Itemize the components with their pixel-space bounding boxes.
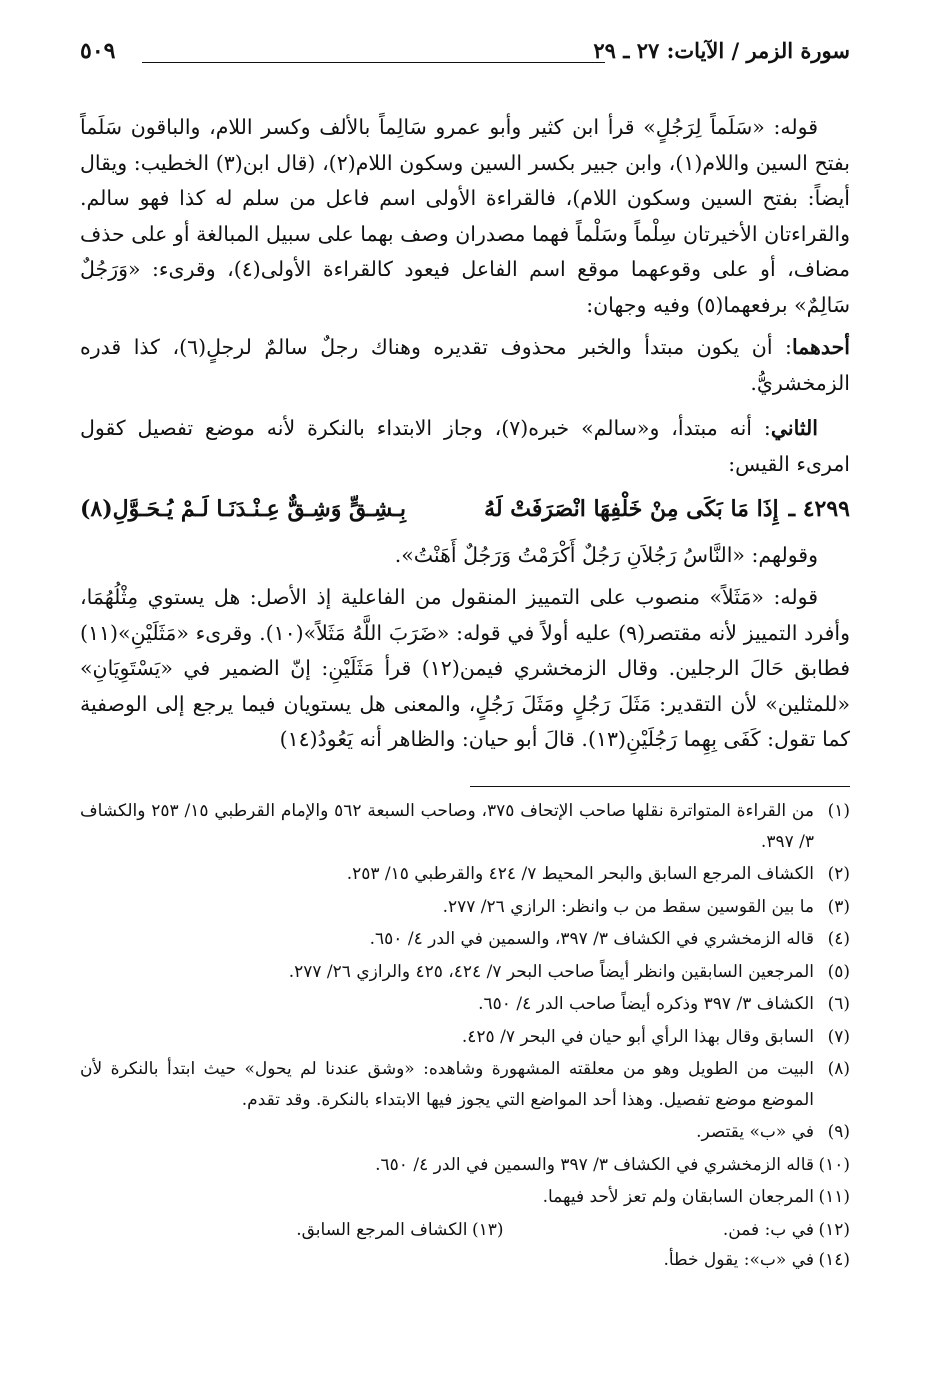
footnote-number: (٣) (827, 896, 850, 917)
footnote-text: قاله الزمخشري في الكشاف ٣/ ٣٩٧، والسمين في الدر ٤/ ٦٥٠. (369, 929, 814, 949)
paragraph-saying: وقولهم: «النَّاسُ رَجُلاَنِ رَجُلٌ أَكْرَمْتُ وَرَجُلٌ أَهَنْتُ». (394, 542, 818, 567)
footnote-number: (٧) (827, 1026, 850, 1047)
footnote-number: (٤) (827, 929, 850, 949)
second-view-label: الثاني (770, 416, 818, 440)
second-view-text: : أنه مبتدأ، و«سالم» خبره(٧)، وجاز الابتداء بالنكرة لأنه موضع تفصيل كقول امرىء القيس: (80, 416, 850, 476)
footnote-text: الكشاف المرجع السابق. (296, 1219, 468, 1240)
footnotes (80, 796, 850, 1278)
footnote-text: ما بين القوسين سقط من ب وانظر: الرازي ٢٦/ ٢٧٧. (442, 896, 814, 917)
footnote (80, 1022, 850, 1053)
first-view-text: : أن يكون مبتدأ والخبر محذوف تقديره وهناك رجلٌ سالمٌ لرجلٍ(٦)، كذا قدره الزمخشريُّ. (80, 335, 850, 395)
page-number: ٥٠٩ (80, 38, 116, 64)
footnote-text: في «ب» يقتصر. (696, 1122, 814, 1142)
footnote (80, 1182, 850, 1213)
footnote (80, 1117, 850, 1148)
paragraph-second-view (80, 411, 850, 482)
paragraph-mathalan: قوله: «مَثَلاً» منصوب على التمييز المنقول من الفاعلية إذ الأصل: هل يستوي مِثْلُهُمَا، وأفرد التمييز لأنه مقتصر(٩) عليه أولاً في قوله: «ضَرَبَ اللَّهُ مَثَلاً»(١٠). وقرىء «مَثَلَيْنِ»(١١) فطابق حَالَ الرجلين. وقال الزمخشري فيمن(١٢) قرأ مَثَلَيْنِ: إنّ الضمير في «يَسْتَوِيَانِ» «للمثلين» لأن التقدير: مَثَلَ رَجُلٍ ومَثَلَ رَجُلٍ، والمعنى هل يستويان فيما يرجع إلى الوصفية كما تقول: كَفَى بِهِما رَجُلَيْنِ(١٣). قالَ أبو حيان: والظاهر أنه يَعُودُ(١٤) (80, 585, 850, 751)
footnote-number: (١٢) (818, 1219, 850, 1240)
footnote-text: السابق وقال بهذا الرأي أبو حيان في البحر ٧/ ٤٢٥. (461, 1026, 814, 1047)
footnote (80, 796, 850, 857)
footnote-number: (١) (827, 801, 850, 821)
footnote-separator (470, 786, 850, 787)
verse-first-hemistich: إِذَا مَا بَكَى مِنْ خَلْفِهَا انْصَرَفَتْ لَهُ (484, 496, 779, 522)
footnote (80, 989, 850, 1020)
footnote (157, 1215, 504, 1246)
footnote-number: (١١) (818, 1187, 850, 1207)
footnote (504, 1215, 851, 1246)
footnote-number: (١٤) (818, 1250, 850, 1270)
footnote-number: (١٣) (471, 1219, 504, 1240)
footnote-text: المرجعان السابقان ولم تعز لأحد فيهما. (542, 1187, 814, 1207)
footnote (80, 859, 850, 890)
verse-second-hemistich: بِـشِـقٍّ وَشِـقٌّ عِـنْـدَنَـا لَـمْ يُـحَـوَّلِ(٨) (80, 496, 406, 522)
footnote-number: (٨) (827, 1059, 850, 1079)
footnote (80, 957, 850, 988)
first-view-label: أحدهما (791, 335, 850, 359)
footnote-text: في «ب»: يقول خطأ. (663, 1250, 814, 1270)
footnote (80, 924, 850, 955)
paragraph-qiraat: قوله: «سَلَماً لِرَجُلٍ» قرأ ابن كثير وأبو عمرو سَالِماً بالألف وكسر اللام، والباقون سَلَماً بفتح السين واللام(١)، وابن جبير بكسر السين وسكون اللام(٢)، (قال ابن(٣) الخطيب: ويقال أيضاً: بفتح السين وسكون اللام)، فالقراءة الأولى اسم فاعل من سلم له كذا فهو سالم. والقراءتان الأخيرتان سِلْماً وسَلْماً فهما مصدران وصف بهما على سبيل المبالغة أو على حذف مضاف، أو على وقوعهما موقع اسم الفاعل فيعود كالقراءة الأولى(٤)، وقرىء: «وَرَجُلٌ سَالِمٌ» برفعهما(٥) وفيه وجهان: (80, 115, 850, 317)
footnote-row (80, 1215, 850, 1246)
footnote-number: (٢) (827, 864, 850, 884)
paragraph-first-view (80, 330, 850, 401)
footnote (80, 1150, 850, 1181)
footnote-text: البيت من الطويل وهو من معلقته المشهورة وشاهده: «وشق عندنا لم يحول» حيث ابتدأ بالنكرة لأن الموضع موضع تفصيل. وهذا أحد المواضع التي يجوز فيها الابتداء بالنكرة. وقد تقدم. (80, 1059, 814, 1110)
main-text (80, 110, 850, 765)
footnote-text: من القراءة المتواترة نقلها صاحب الإتحاف ٣٧٥، وصاحب السبعة ٥٦٢ والإمام القرطبي ١٥/ ٢٥٣ والكشاف ٣/ ٣٩٧. (80, 801, 814, 852)
footnote-number: (٩) (827, 1122, 850, 1142)
footnote-text: المرجعين السابقين وانظر أيضاً صاحب البحر ٧/ ٤٢٤، ٤٢٥ والرازي ٢٦/ ٢٧٧. (288, 961, 814, 982)
footnote-text: الكشاف ٣/ ٣٩٧ وذكره أيضاً صاحب الدر ٤/ ٦٥٠. (478, 994, 814, 1014)
footnote (80, 1054, 850, 1115)
footnote-number: (٥) (827, 961, 850, 982)
footnote-text: الكشاف المرجع السابق والبحر المحيط ٧/ ٤٢٤ والقرطبي ١٥/ ٢٥٣. (346, 864, 814, 884)
footnote (80, 1245, 850, 1276)
page-header (80, 38, 850, 70)
running-title: سورة الزمر / الآيات: ٢٧ ـ ٢٩ (593, 38, 850, 63)
poetry-verse (80, 492, 850, 528)
footnote-text: قاله الزمخشري في الكشاف ٣/ ٣٩٧ والسمين في الدر ٤/ ٦٥٠. (375, 1154, 814, 1175)
verse-number: ٤٢٩٩ ـ (788, 496, 850, 522)
footnote (80, 892, 850, 923)
footnote-number: (٦) (827, 994, 850, 1014)
header-rule (142, 62, 605, 63)
footnote-number: (١٠) (818, 1154, 850, 1175)
footnote-text: في ب: فمن. (722, 1219, 814, 1240)
